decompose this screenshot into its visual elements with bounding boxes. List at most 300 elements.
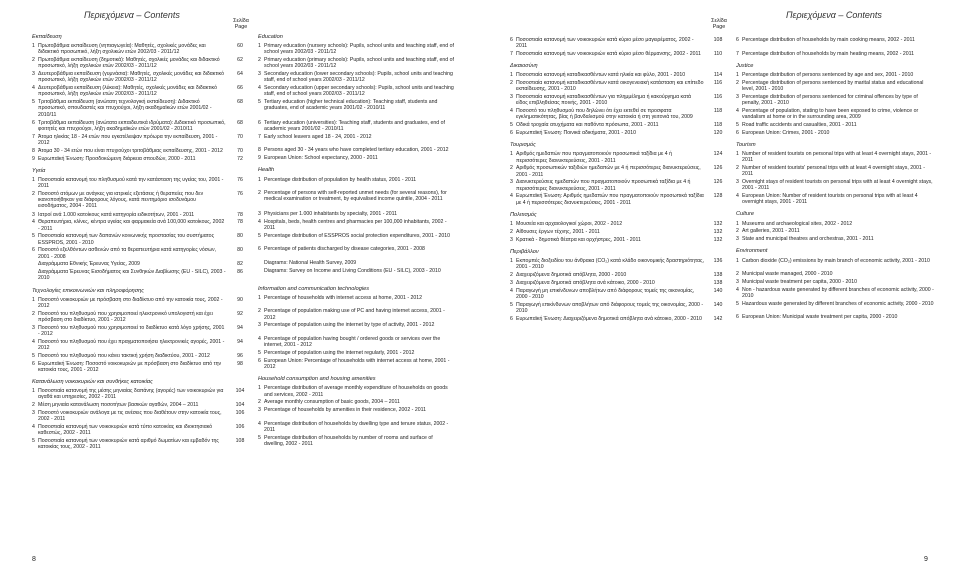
toc-entry-en (736, 287, 936, 299)
entry-number: 2 (258, 190, 261, 197)
entry-title-en: Percentage distribution of average monthly expenditure of households on goods and services, 2002 - 2011 (264, 385, 448, 398)
entry-number: 7 (32, 133, 35, 140)
entry-title-en: Early school leavers aged 18 - 24, 2001 - 2012 (264, 133, 372, 140)
toc-entry-en (736, 301, 936, 313)
toc-entry-en (258, 308, 454, 320)
entry-title-gr: Δευτεροβάθμια εκπαίδευση (γυμνάσια): Μαθητές, σχολικές μονάδες και διδακτικό προσωπικό, λήξη σχολικών ετών 2002/03 - 2011/12 (38, 71, 224, 84)
section-heading-gr: Περιβάλλον (510, 248, 539, 255)
entry-number: 3 (736, 279, 739, 285)
toc-entry-gr (510, 108, 732, 120)
entry-page: 76 (237, 191, 243, 197)
entry-page: 68 (237, 99, 243, 106)
toc-entry-gr (32, 212, 254, 218)
entry-page: 70 (237, 147, 243, 154)
entry-title-en: Diagrams: National Health Survey, 2009 (264, 259, 357, 266)
entry-number: 4 (258, 85, 261, 92)
toc-entry-gr (510, 229, 732, 235)
toc-entry-en (736, 271, 936, 277)
entry-title-gr: Διαχειριζόμενα δημοτικά απόβλητα, 2000 - 2010 (516, 272, 627, 279)
toc-entry-en (258, 295, 454, 307)
toc-entry-gr (510, 72, 732, 78)
toc-entry-en (258, 322, 454, 334)
entry-title-en: Percentage of population having bought / ordered goods or services over the internet, 2001 - 2012 (264, 335, 441, 349)
toc-entry-en (258, 350, 454, 356)
toc-entry-en (258, 219, 454, 231)
entry-title-gr: Ποσοστιαία κατανομή των νοικοκυριών κατά αριθμό δωματίων και εμβαδόν της κατοικίας τους, 2002 - 2011 (38, 438, 219, 451)
page-column-header (226, 18, 256, 31)
entry-number: 1 (510, 72, 513, 79)
page-number: 8 (32, 556, 36, 563)
entry-title-gr: Αριθμός ημεδαπών που πραγματοποιούν προσωπικά ταξίδια με 4 ή περισσότερες διανυκτερεύσεις, 2001 - 2011 (516, 151, 672, 164)
toc-entry-gr (510, 221, 732, 227)
entry-page: 136 (713, 258, 723, 265)
entry-number: 3 (32, 324, 35, 331)
entry-title-en: Percentage distribution of households by main heating means, 2002 - 2011 (742, 50, 915, 57)
entry-title-gr: Άτομα 30 - 34 ετών που είναι πτυχιούχοι τριτοβάθμιας εκπαίδευσης, 2001 - 2012 (38, 147, 223, 154)
entry-number: 4 (32, 424, 35, 430)
toc-entry-gr (32, 402, 254, 408)
toc-entry-en (258, 120, 454, 132)
entry-title-en: Percentage distribution of population by health status, 2001 - 2011 (264, 176, 417, 183)
entry-number: 6 (510, 315, 513, 322)
entry-title-gr: Διανυκτερεύσεις ημεδαπών που πραγματοποιούν προσωπικά ταξίδια με 4 ή περισσότερες διανυκτερεύσεις, 2001 - 2011 (516, 179, 691, 192)
entry-title-gr: Μέση μηνιαία κατανάλωση ποσοτήτων βασικών αγαθών, 2004 – 2011 (38, 402, 199, 409)
entry-title-gr: Διαχειριζόμενα δημοτικά απόβλητα ανά κάτοικο, 2000 - 2010 (516, 279, 655, 286)
entry-page: 70 (237, 133, 243, 140)
entry-page: 120 (713, 130, 723, 136)
toc-entry-gr (510, 37, 732, 49)
toc-entry-en (736, 94, 936, 106)
entry-title-gr: Ποσοστό του πληθυσμού που κάνει τακτική χρήση διαδικτύου, 2001 - 2012 (38, 352, 210, 359)
toc-entry-gr (32, 269, 254, 281)
toc-entry-gr (32, 297, 254, 309)
toc-entry-gr (32, 311, 254, 323)
entry-number: 4 (510, 108, 513, 115)
toc-entry-gr (510, 80, 732, 92)
entry-number: 2 (736, 79, 739, 86)
entry-number: 1 (736, 220, 739, 227)
entry-title-en: Number of resident tourists' personal trips with at least 4 overnight stays, 2001 - 2011 (742, 165, 925, 178)
entry-page: 124 (713, 151, 723, 158)
entry-page: 138 (713, 279, 723, 286)
entry-page: 94 (237, 338, 243, 345)
entry-title-gr: Αριθμός προσωπικών ταξιδιών ημεδαπών με 4 ή περισσότερες διανυκτερεύσεις, 2001 - 2011 (516, 165, 701, 178)
entry-title-en: Municipal waste managed, 2000 - 2010 (742, 271, 833, 278)
entry-title-en: Persons aged 30 - 34 years who have completed tertiary education, 2001 - 2012 (264, 147, 449, 154)
toc-entry-gr (32, 134, 254, 146)
entry-title-en: Percentage distribution of households by dwelling type and tenure status, 2002 - 2011 (264, 420, 449, 433)
entry-page: 126 (713, 165, 723, 172)
toc-entry-en (736, 130, 936, 136)
entry-number: 1 (736, 257, 739, 264)
entry-title-gr: Αίθουσες έργων τέχνης, 2001 - 2011 (516, 228, 600, 235)
entry-title-gr: Οδικά τροχαία ατυχήματα και παθόντα πρόσωπα, 2001 - 2011 (516, 122, 659, 129)
toc-entry-en (258, 421, 454, 433)
entry-number: 6 (510, 37, 513, 43)
toc-entry-gr (32, 233, 254, 245)
toc-entry-gr (32, 353, 254, 359)
toc-entry-en (258, 134, 454, 146)
entry-number: 2 (258, 57, 261, 64)
page-number: 9 (924, 556, 928, 563)
entry-page: 60 (237, 43, 243, 50)
entry-number: 5 (510, 122, 513, 129)
entry-title-en: Percentage distribution of persons sentenced for criminal offences by type of penalty, 2001 - 2010 (742, 93, 918, 106)
entry-page: 68 (237, 119, 243, 126)
english-contents-column (258, 34, 454, 449)
toc-entry-gr (32, 177, 254, 189)
toc-entry-gr (510, 280, 732, 286)
toc-entry-en (736, 37, 936, 49)
entry-number: 5 (258, 99, 261, 106)
entry-title-gr: Διαγράμματα Έρευνας Εισοδήματος και Συνθηκών Διαβίωσης (EU - SILC), 2003 - 2010 (38, 269, 226, 282)
entry-page: 132 (713, 236, 723, 243)
entry-number: 1 (736, 72, 739, 78)
toc-entry-en (258, 268, 454, 280)
section-heading-gr: Υγεία (32, 167, 46, 174)
toc-entry-en (736, 165, 936, 177)
entry-number: 6 (258, 246, 261, 253)
entry-number: 2 (736, 165, 739, 171)
entry-page: 76 (237, 177, 243, 183)
entry-page: 106 (235, 424, 245, 430)
toc-entry-en (258, 260, 454, 266)
section-heading-gr: Κατανάλωση νοικοκυριών και συνθήκες κατοικίας (32, 379, 153, 385)
entry-number: 7 (736, 50, 739, 57)
toc-entry-gr (32, 438, 254, 450)
entry-number: 1 (32, 177, 35, 183)
entry-title-gr: Ποσοστιαία κατανομή καταδικασθέντων κατά ηλικία και φύλο, 2001 - 2010 (516, 72, 686, 79)
entry-number: 6 (736, 314, 739, 321)
toc-entry-gr (32, 219, 254, 231)
entry-number: 1 (32, 43, 35, 50)
entry-title-en: Percentage of persons with self-reported unmet needs (for several reasons), for medical examination or treatment, by equivalised income quintile, 2004 - 2011 (264, 190, 447, 203)
entry-title-gr: Διαγράμματα Εθνικής Έρευνας Υγείας, 2009 (38, 261, 140, 268)
page-column-header-en: Page (234, 24, 248, 31)
toc-entry-gr (32, 43, 254, 55)
entry-title-en: Secondary education (upper secondary schools): Pupils, school units and teaching staff, end of school years 2002/03 - 2011/12 (264, 85, 454, 98)
entry-title-en: Average monthly consumption of basic goods, 2004 – 2011 (264, 399, 400, 406)
entry-page: 82 (237, 261, 243, 268)
section-heading-gr: Εκπαίδευση (32, 34, 62, 40)
toc-entry-en (258, 99, 454, 118)
entry-title-gr: Ποσοστιαία κατανομή της μέσης μηνιαίας δαπάνης (αγορές) των νοικοκυριών για αγαθά και υπηρεσίες, 2002 - 2011 (38, 388, 224, 401)
entry-number: 6 (32, 119, 35, 126)
toc-entry-gr (510, 272, 732, 278)
entry-title-en: Percentage of population, stating to have been exposed to crime, violence or vandalism at home or in the surrounding area, 2009 (742, 107, 919, 120)
toc-entry-en (258, 358, 454, 370)
entry-page: 90 (237, 296, 243, 303)
entry-number: 1 (510, 258, 513, 265)
toc-entry-en (258, 71, 454, 83)
toc-entry-gr (32, 261, 254, 267)
entry-number: 5 (510, 301, 513, 308)
entry-number: 5 (258, 232, 261, 239)
toc-entry-en (736, 279, 936, 285)
entry-title-en: European Union: School expectancy, 2000 - 2011 (264, 155, 378, 162)
entry-number: 2 (510, 272, 513, 279)
entry-title-en: Hazardous waste generated by different branches of economic activity, 2000 - 2010 (742, 300, 934, 307)
entry-page: 72 (237, 155, 243, 162)
entry-page: 140 (713, 301, 723, 308)
greek-contents-column (510, 34, 732, 323)
toc-entry-gr (510, 130, 732, 136)
section-heading-en: Justice (736, 62, 754, 69)
toc-entry-gr (510, 122, 732, 128)
entry-title-en: Non - hazardous waste generated by different branches of economic activity, 2000 - 2010 (742, 286, 934, 299)
entry-number: 3 (32, 211, 35, 218)
entry-number: 2 (510, 165, 513, 172)
entry-number: 6 (510, 130, 513, 136)
entry-title-en: Percentage distribution of households by number of rooms and surface of dwelling, 2002 - 2011 (264, 434, 433, 447)
page-column-header (704, 18, 734, 31)
entry-title-en: Percentage distribution of ESSPROS social protection expenditures, 2001 - 2010 (264, 232, 450, 239)
entry-page: 110 (713, 51, 723, 57)
page-title: Περιεχόμενα – Contents (84, 10, 180, 20)
entry-number: 3 (510, 279, 513, 286)
entry-number: 1 (258, 385, 261, 392)
entry-page: 104 (235, 388, 245, 395)
page-column-header-en: Page (712, 24, 726, 31)
toc-entry-en (258, 385, 454, 397)
right-page (480, 0, 960, 567)
entry-title-en: Percentage distribution of persons sentenced by marital status and educational level, 2001 - 2010 (742, 79, 924, 92)
entry-number: 2 (510, 80, 513, 87)
entry-number: 4 (510, 287, 513, 294)
toc-entry-en (258, 177, 454, 189)
entry-page: 86 (237, 269, 243, 276)
section-heading-en: Health (258, 167, 275, 174)
entry-number: 5 (32, 438, 35, 444)
entry-number: 2 (32, 402, 35, 409)
entry-page: 62 (237, 57, 243, 64)
entry-page: 92 (237, 310, 243, 317)
toc-entry-gr (510, 193, 732, 205)
toc-entry-en (258, 246, 454, 258)
toc-entry-en (258, 155, 454, 161)
entry-page: 108 (713, 37, 723, 43)
toc-entry-en (736, 228, 936, 234)
toc-entry-gr (510, 288, 732, 300)
entry-title-gr: Ιατροί ανά 1.000 κατοίκους κατά κατηγορία ειδικοτήτων, 2001 - 2011 (38, 211, 195, 218)
entry-title-gr: Ποσοστιαία κατανομή των νοικοκυριών κατά κύριο μέσο θέρμανσης, 2002 - 2011 (516, 51, 701, 57)
toc-entry-en (736, 151, 936, 163)
entry-page: 106 (235, 410, 245, 416)
entry-title-gr: Κρατικά - δημοτικά θέατρα και ορχήστρες, 2001 - 2011 (516, 236, 641, 243)
entry-title-gr: Πρωτοβάθμια εκπαίδευση (δημοτικά): Μαθητές, σχολικές μονάδες και διδακτικό προσωπικό, λήξη σχολικών ετών 2002/03 - 2011/12 (38, 57, 220, 70)
entry-page: 94 (237, 324, 243, 331)
section-heading-en: Information and communication technologies (258, 285, 370, 292)
toc-entry-gr (32, 388, 254, 400)
entry-page: 96 (237, 352, 243, 359)
entry-title-gr: Ευρωπαϊκή Ένωση: Αριθμός ημεδαπών που πραγματοποιούν προσωπικά ταξίδια με 4 ή περισσότερες διανυκτερεύσεις, 2001 - 2011 (516, 193, 704, 206)
page-title: Περιεχόμενα – Contents (786, 10, 882, 20)
toc-entry-gr (510, 237, 732, 243)
entry-title-gr: Ποσοστό ατόμων με ανάγκες για ιατρικές εξετάσεις ή θεραπείες που δεν ικανοποιήθηκαν για διάφορους λόγους, κατά πεντημόριο ισοδυνάμου εισοδήματος, 2004 - 2011 (38, 191, 204, 210)
toc-entry-en (258, 407, 454, 419)
entry-number: 3 (510, 236, 513, 243)
entry-title-gr: Δευτεροβάθμια εκπαίδευση (λύκεια): Μαθητές, σχολικές μονάδες και διδακτικό προσωπικό, λήξη σχολικών ετών 2002/03 - 2011/12 (38, 85, 217, 98)
entry-number: 6 (736, 129, 739, 136)
entry-number: 4 (736, 286, 739, 293)
entry-title-gr: Τριτοβάθμια εκπαίδευση (ανώτατη τεχνολογική εκπαίδευση): Διδακτικό προσωπικό, σπουδαστές και πτυχιούχοι, λήξη ακαδημαϊκών ετών 2001/02 - 2010/11 (38, 99, 212, 118)
entry-number: 1 (258, 43, 261, 50)
entry-page: 116 (713, 80, 723, 87)
toc-entry-en (736, 51, 936, 57)
entry-page: 138 (713, 272, 723, 279)
entry-number: 2 (32, 191, 35, 197)
greek-contents-column (32, 34, 254, 452)
entry-page: 118 (713, 108, 723, 115)
entry-title-en: Percentage distribution of persons sentenced by age and sex, 2001 - 2010 (742, 72, 914, 78)
entry-title-gr: Παραγωγή μη επικίνδυνων αποβλήτων από διάφορους τομείς της οικονομίας, 2000 - 2010 (516, 287, 695, 300)
entry-page: 108 (235, 438, 245, 444)
entry-title-en: Road traffic accidents and casualties, 2001 - 2011 (742, 121, 857, 128)
entry-number: 6 (32, 360, 35, 367)
entry-number: 4 (510, 193, 513, 200)
entry-page: 128 (713, 193, 723, 200)
toc-entry-en (736, 314, 936, 320)
entry-number: 2 (510, 228, 513, 235)
section-heading-en: Tourism (736, 141, 756, 148)
toc-entry-gr (32, 325, 254, 337)
toc-entry-en (258, 57, 454, 69)
entry-number: 6 (32, 247, 35, 254)
entry-number: 5 (32, 233, 35, 240)
entry-title-gr: Ποσοστό εξελθόντων ασθενών από τα θεραπευτήρια κατά κατηγορίες νόσων, 2001 - 2008 (38, 247, 217, 260)
entry-number: 1 (510, 151, 513, 158)
toc-entry-en (258, 435, 454, 447)
entry-number: 5 (32, 99, 35, 106)
entry-page: 132 (713, 221, 723, 228)
entry-number: 4 (32, 219, 35, 226)
entry-title-gr: Ποσοστό νοικοκυριών με πρόσβαση στο διαδίκτυο από την κατοικία τους, 2002 - 2012 (38, 296, 223, 309)
entry-title-en: Tertiary education (higher technical education): Teaching staff, students and graduates, end of academic years 2001/02 - 2010/11 (264, 99, 438, 112)
entry-number: 2 (736, 271, 739, 278)
entry-title-en: Percentage of population making use of PC and having internet access, 2001 - 2012 (264, 308, 445, 321)
entry-page: 132 (713, 228, 723, 235)
toc-entry-en (258, 336, 454, 348)
section-heading-en: Culture (736, 211, 755, 218)
entry-number: 7 (258, 133, 261, 140)
entry-number: 6 (736, 37, 739, 43)
entry-number: 5 (258, 434, 261, 441)
entry-title-en: Municipal waste treatment per capita, 2000 - 2010 (742, 279, 858, 285)
entry-number: 4 (258, 420, 261, 427)
toc-entry-en (736, 80, 936, 92)
toc-entry-en (258, 233, 454, 245)
english-contents-column (736, 34, 936, 322)
entry-number: 5 (736, 121, 739, 128)
toc-entry-gr (510, 51, 732, 57)
entry-number: 8 (258, 147, 261, 154)
entry-title-en: Percentage of patients discharged by disease categories, 2001 - 2008 (264, 246, 425, 253)
entry-title-gr: Θεραπευτήρια, κλίνες, κέντρα υγείας και φαρμακεία ανά 100,000 κατοίκους, 2002 - 2011 (38, 219, 225, 232)
entry-page: 118 (713, 122, 723, 129)
entry-number: 2 (32, 310, 35, 317)
toc-entry-gr (510, 258, 732, 270)
entry-title-gr: Ποσοστιαία κατανομή των νοικοκυριών κατά κύριο μέσο μαγειρέματος, 2002 - 2011 (516, 37, 694, 50)
entry-title-en: Diagrams: Survey on Income and Living Conditions (EU - SILC), 2003 - 2010 (264, 267, 441, 274)
toc-entry-en (736, 179, 936, 191)
entry-number: 3 (736, 93, 739, 100)
entry-title-gr: Ποσοστιαία κατανομή καταδικασθέντων για πλημμέλημα ή κακούργημα κατά είδος επιβληθείσας ποινής, 2001 - 2010 (516, 94, 692, 107)
entry-number: 3 (32, 71, 35, 78)
toc-entry-gr (32, 71, 254, 83)
entry-title-gr: Ευρωπαϊκή Ένωση: Προσδοκώμενη διάρκεια σπουδών, 2000 - 2011 (38, 155, 196, 162)
toc-entry-gr (510, 302, 732, 314)
entry-number: 9 (32, 155, 35, 162)
entry-number: 2 (258, 399, 261, 406)
entry-number: 3 (736, 179, 739, 185)
toc-entry-gr (510, 316, 732, 322)
entry-title-gr: Ευρωπαϊκή Ένωση: Ποινικά αδικήματα, 2001 - 2010 (516, 130, 637, 136)
toc-entry-en (258, 211, 454, 217)
entry-page: 126 (713, 179, 723, 186)
toc-entry-gr (32, 247, 254, 259)
entry-title-en: Number of resident tourists on personal trips with at least 4 overnight stays, 2001 - 2011 (742, 151, 932, 164)
entry-title-gr: Ποσοστιαία κατανομή των νοικοκυριών κατά τύπο κατοικίας και ιδιοκτησιακό καθεστώς, 2002 - 2011 (38, 424, 213, 437)
entry-number: 1 (258, 176, 261, 183)
entry-title-gr: Εκπομπές διοξειδίου του άνθρακα (CO₂) κατά κλάδο οικονομικής δραστηριότητας, 2001 - 2010 (516, 258, 704, 271)
entry-page: 80 (237, 247, 243, 254)
entry-title-en: Tertiary education (universities): Teaching staff, students and graduates, end of academic years 2001/02 - 2010/11 (264, 119, 445, 132)
toc-entry-en (736, 72, 936, 78)
toc-entry-en (736, 258, 936, 270)
entry-number: 3 (510, 94, 513, 101)
entry-page: 104 (235, 402, 245, 409)
toc-entry-gr (32, 424, 254, 436)
entry-title-gr: Ποσοστό νοικοκυριών ανάλογα με τις ανέσεις που διαθέτουν στην κατοικία τους, 2002 - 2011 (38, 410, 222, 423)
entry-title-gr: Ευρωπαϊκή Ένωση: Ποσοστό νοικοκυριών με πρόσβαση στο διαδίκτυο από την κατοικία τους, 2001 - 2012 (38, 360, 222, 373)
toc-entry-en (736, 221, 936, 227)
toc-entry-gr (32, 191, 254, 210)
entry-number: 3 (258, 71, 261, 78)
section-heading-en: Household consumption and housing amenities (258, 376, 376, 383)
toc-entry-gr (510, 94, 732, 106)
entry-number: 4 (736, 107, 739, 114)
toc-entry-gr (32, 120, 254, 132)
entry-number: 3 (32, 410, 35, 416)
entry-number: 2 (736, 228, 739, 235)
entry-title-en: State and municipal theatres and orchestras, 2001 - 2011 (742, 236, 874, 243)
entry-title-en: Percentage of households by amenities in their residence, 2002 - 2011 (264, 407, 426, 414)
entry-title-en: Art galleries, 2001 - 2011 (742, 228, 800, 235)
section-heading-gr: Τουρισμός (510, 142, 536, 149)
entry-title-gr: Πρωτοβάθμια εκπαίδευση (νηπιαγωγεία): Μαθητές, σχολικές μονάδες και διδακτικό προσωπικό, λήξη σχολικών ετών 2002/03 - 2011/12 (38, 43, 206, 56)
entry-number: 2 (258, 308, 261, 315)
entry-title-en: Percentage of households with internet access at home, 2001 - 2012 (264, 294, 423, 301)
entry-title-en: Physicians per 1.000 inhabitants by specialty, 2001 - 2011 (264, 210, 398, 217)
toc-entry-gr (32, 361, 254, 373)
entry-number: 3 (736, 236, 739, 243)
entry-page: 64 (237, 71, 243, 78)
entry-number: 4 (736, 193, 739, 199)
entry-title-en: European Union: Municipal waste treatment per capita, 2000 - 2010 (742, 314, 898, 321)
entry-title-en: Carbon dioxide (CO₂) emissions by main branch of economic activity, 2001 - 2010 (742, 257, 930, 264)
page-column-header-gr: Σελίδα (711, 18, 727, 24)
entry-title-en: European Union: Number of resident tourists on personal trips with at least 4 overnight stays, 2001 - 2011 (742, 193, 918, 206)
entry-title-gr: Ευρωπαϊκή Ένωση: Διαχειριζόμενα δημοτικά απόβλητα ανά κάτοικο, 2000 - 2010 (516, 315, 702, 322)
entry-title-gr: Ποσοστό του πληθυσμού που δηλώνει ότι έχει εκτεθεί σε προσφατα εγκληματικότητας, βίας ή βανδαλισμού στην κατοικία ή στη γειτονιά του, 2009 (516, 108, 693, 121)
section-heading-gr: Τεχνολογίες επικοινωνιών και πληροφόρησης (32, 287, 144, 294)
entry-page: 66 (237, 85, 243, 92)
entry-page: 142 (713, 315, 723, 322)
toc-entry-en (258, 85, 454, 97)
entry-title-en: Museums and archaeological sites, 2002 - 2012 (742, 220, 853, 227)
toc-entry-en (736, 193, 936, 205)
entry-number: 8 (32, 147, 35, 154)
